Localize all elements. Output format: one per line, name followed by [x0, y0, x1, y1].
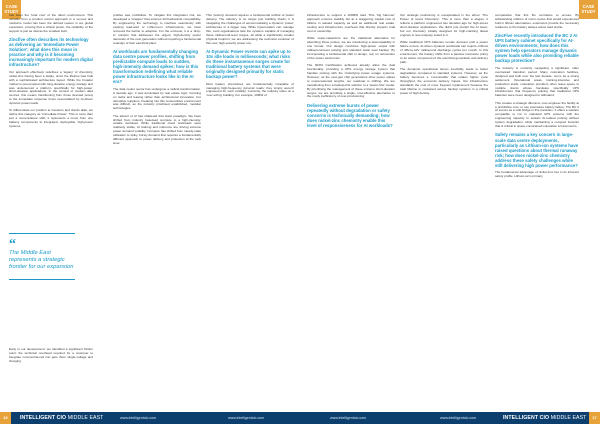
paragraph: To differentiate our position to investors and clients alike, we define this category as 'Immediate Power'. This is more than just a nomenclature shift; it represents a move from one batttery components to integrated, deployable, high-power systems.: [9, 108, 93, 129]
pull-quote-text: The Middle East represents a strategic frontier for our expansion: [9, 250, 74, 270]
footer-url[interactable]: www.intelligentcio.com: [120, 416, 157, 420]
paragraph: The advent of AI has shattered that static paradigm. We have shifted from industry baseload compute to a high-intensity, volatile workload. While traditional cloud workloads were relatively stable, AI training and inference are driving extreme power demand volatility. Compute has shifted from steady-state utilisation to spiky, bursty demand that requires a fundamentally different approach to power delivery and protection at the rack level.: [113, 113, 201, 146]
paragraph: The demands operational tempo inevitably leads to faster degradation compared to standard systems. However, as the battery becomes a 'consumable' that relates higher cycle throughput, the economic delivery impact. Our infrastructure standards the cost of more frequent replacement because the total lifetime is contained across backup systems in a critical power of high density.: [400, 66, 488, 95]
case-study-tag: CASE STUDY: [2, 0, 21, 19]
left-column-1-bottom: [9, 348, 93, 367]
page-number: 17: [589, 412, 600, 424]
paragraph: While super-capacitors are the traditional alternative for absorbing these pulses, we are introducing a dual-capability in one format. Our design combines high-power output with millisecond-level pulsing and standard static load backup. By incorporating a fundamental shift in design, rely on reinvention of the power electronics.: [307, 35, 395, 60]
paragraph: comparative that this fits contraries to ensure. By withstanding millions of micro-cycles that would experienced built in lithium alternatives, extensions provide the necessary resilience to the battery always active load profile.: [495, 13, 579, 29]
left-column-1: [9, 14, 93, 132]
page-number: 16: [0, 412, 11, 424]
right-column-1: [307, 14, 395, 131]
paragraph: Most battery chemistries are fundamentally incapable of managing high-frequency dynamic loads; they simply weren't engineered for such volatility. Currently, the industry relies on a 'over-sizing' building. For example, 10MW of: [206, 81, 294, 98]
page-footer: [300, 412, 600, 424]
question-heading: Zincfive often describes its technology as delivering an 'Immediate Power Solution'; what does this mean in practice and why is it becoming increasingly important for modern digital infrastructure?: [9, 36, 93, 68]
paragraph: profiles was prohibitive. To mitigate this integration risk, we developed a 'wrapper' that ensures full backwards compatibility. By engineering the technology to interface seamlessly with existing lead-acid or Lithium-ion infrastructure, we have removed the barrier to adoption. For the end-user, it is a 'drop-in' solution that addresses the urgent, high-density power demands of the next generation without requiring a fundamental redesign of their electrical plant.: [113, 13, 201, 45]
case-study-tag: CASE STUDY: [579, 0, 598, 19]
paragraph: infrastructure to support a 100MW load. This 'big hammer' approach ensures stability but at a staggering capital cost of billions in wasted capacity as well as additional real estate, cooling and infrastructure overhead that directly impacts total cost of ownership.: [307, 13, 395, 33]
right-column-3: [495, 14, 579, 182]
question-heading: Safety remains a key concern in large-scale data centre deployments, particularly as Lithium-ion systems have raised questions about thermal runaway risk; how does nickel-zinc chemistry address these safety challenges while still delivering high power performance?: [495, 132, 579, 168]
paragraph: Our strategic positioning is encapsulated in the ethos: 'The Power of Good Chemistry'. This is more than a slogan; it reflects a platform engineered two decades ago for high-stress short-duration applications. We didn't just predict the AI wave; but our chemistry initially designed for high-cranking diesel engines is now uniquely suited to it.: [400, 13, 488, 37]
paragraph: Our approach effectively redefines a 'legacy' of chemistry, nickel-zinc having been a staple, since the lifetime was built with a sophisticated architecture layout. While the broader market is preoccupied with long-duration energy storage and was underserved a platform specifically for high-power, short-duration applications. In the context of modern data centres, this means transitioning from those devoted purely to the immediate response times necessitated by AI-driven dynamic power loads.: [9, 69, 93, 106]
paragraph: This 'pulsing' demand requires a fundamental rethink of power delivery. The industry is no longer just building sheds; it is navigating the challenges of accommodating a dynamic 'power' architecture in a bigger way. While hyperscalers can manage this, most organisations lack the systems capable of managing these millisecond-level surges, all while a significantly smaller physical footprint, we are addressing the technical evolution of this new, high-velocity power era.: [206, 13, 294, 45]
question-heading: ZincFive recently introduced the BC 2 AI UPS battery cabinet specifically for AI-driven environments; how does this system help operators manage dynamic power loads while also providing reliable backup protection?: [495, 33, 579, 64]
brand-region: MIDDLE EAST: [550, 415, 587, 421]
paragraph: The data centre sector has undergone a radical transformation. A decade ago, it was dominated by real estate logic, focusing on racks and leasing rather than architectural innovation. For disruptive suppliers, breaking into this conservative environment was difficult, as the industry prioritised established, modular technologies.: [113, 86, 201, 111]
footer-brand: [503, 412, 586, 424]
footer-brand: [20, 412, 103, 424]
brand-name: INTELLIGENT CIO: [20, 415, 67, 421]
question-heading: AI Dynamic Power events can spike up to 10x idle loads in milliseconds; what risks do these instantaneous surges create for traditional battery systems that were originally designed primarily for static backup power?: [206, 48, 291, 80]
paragraph: Early in our development, we identified a significant friction point: the technical overhead required for a customer to integrate commercial-cell into gets them single-voltage and charging.: [9, 347, 93, 363]
paragraph: The industry is currently navigating a significant, often overlooked transition period. Many colocation facilities, designed and built over the last decade, serve as a strong settlement. Operational areas, training-intensive and production loads, colocation providers often lease space to multiple clients whose hardware specifically UPS infrastructure that frequency pulsing that traditional UPS batteries were never designed to withstand.: [495, 65, 579, 98]
quote-mark-icon: “: [9, 237, 16, 252]
question-heading: AI workloads are fundamentally changing data centre power profiles, shifting from predictable compute loads to sudden, high-intensity demand spikes; how is this transformation redefining what reliable power infrastructure looks like in the AI era?: [113, 48, 199, 85]
question-heading: Delivering extreme bursts of power repeatedly without degradation or safety concerns is technically demanding; how does nickel-zinc chemistry enable this level of responsiveness for AI workloads?: [307, 102, 393, 128]
paragraph: The fundamental advantage of nickel-zinc lies in its inherent safety profile. Lithium-ion's primary: [495, 170, 579, 179]
footer-url[interactable]: www.intelligentcio.com: [330, 416, 367, 420]
footer-url[interactable]: www.intelligentcio.com: [228, 416, 265, 420]
brand-name: INTELLIGENT CIO: [503, 415, 550, 421]
right-page: [300, 0, 600, 424]
paragraph: has been the 'total cost' of the direct environment. This variable from a product control approach is a so-new and mediocre model has been the defined reason in our global expansion, proving that a critical power, the reliability of the support is just as vital as the smallest built.: [9, 13, 93, 33]
brand-region: MIDDLE EAST: [67, 415, 104, 421]
footer-url[interactable]: www.intelligentcio.com: [440, 416, 477, 420]
page-footer: [0, 412, 300, 424]
right-column-2: [400, 14, 488, 99]
left-column-2: [113, 14, 201, 149]
paragraph: While traditional UPS batteries remain dormant until a power failure occurs, AI-driven dynamic workloads can require millions of 48V-to-10V millisecond discharge cycles per month. In this environment, the battery shifts from a passive insurance policy to an active component of the electrical generation and delivery path.: [400, 39, 488, 64]
pull-quote: [9, 233, 75, 280]
paragraph: This creates a strategic dilemma; over-engineer the facility at a prohibitive cost, or use premature battery failure. The BC 2 AI serves as a vital bridge in this transition. It offers a solution compatible to run in standard UPS systems with the engineering capacity to sustain AI-related pulsing without system degradation, while maintaining a compact footprint that is critical in space-constrained colocation environments.: [495, 100, 579, 129]
left-column-3: [206, 14, 294, 102]
paragraph: The NFPA Certification achieved already allow the dual functionality, providing a UPS energy storage system that handles pulsing with the Underlying power outage systems. However, as the next-gen chip generations drive power spikes to unprecedented lengths, our roadmap is shifting. We are transitioning from a backup-first solution to a 'power-first' model. By prioritising the management of these extreme short-duration surges, we are providing a single, cost-effective alternative to the costly inefficiency of over-provisioning.: [307, 62, 395, 99]
